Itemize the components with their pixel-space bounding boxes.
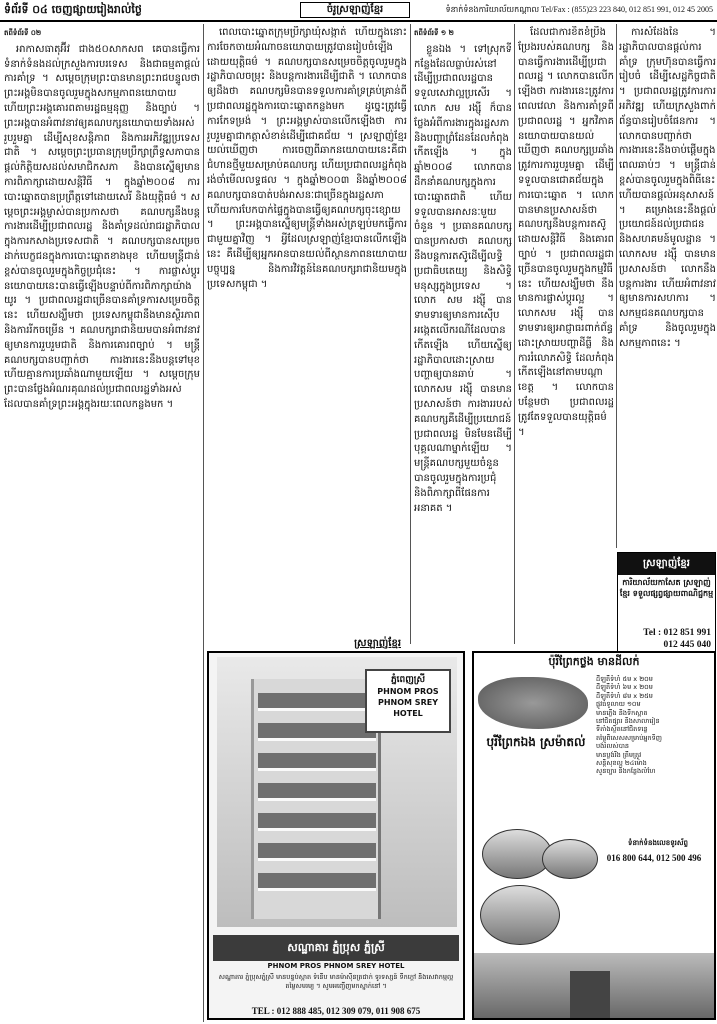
- article-column-1: [4, 26, 200, 1020]
- hotel-front-board-english: PHNOM PROS PHNOM SREY HOTEL: [267, 962, 405, 970]
- page-header: [0, 0, 717, 22]
- land-contact-label: ទំនាក់ទំនងលេខទូរស័ព្ទ: [628, 839, 688, 847]
- house-ad-banner: ស្រឡាញ់ខ្មែរ: [618, 553, 715, 575]
- article-body: អាកាសធាតុអ៊ីវ ជាង៥០សាកសព គេបានធ្វើការទំនាក់ទំនងដល់ក្រសួងការបរទេស និងជាធម្មតាផ្តល់ការគាំទ្រ ។ សម្តេចក្រុមព្រះបានមានព្រះរាជបន្ទូលថា ព្រះអង្គមិនបានចូលរួមក្នុងសកម្មភាពនយោបាយ ហើយព្រះអង្គគោរពតាមរដ្ឋធម្មនុញ្ញ និងច្បាប់ ។ ព្រះអង្គបានអំពាវនាវឲ្យគណបក្សនយោបាយទាំងអស់រួបរួមគ្នា ដើម្បីសុខសន្តិភាព និងការអភិវឌ្ឍប្រទេសជាតិ ។ សម្តេចព្រះប្រធានក្រុមប្រឹក្សាព្រឹទ្ធសភាបានផ្តល់កិត្តិយសដល់សមាជិកសភា និងបានស្នើឲ្យមានការពិភាក្សាដោយសន្តិវិធី ។ ក្នុងឆ្នាំ២០០៨ ការបោះឆ្នោតបានប្រព្រឹត្តទៅដោយសេរី និងយុត្តិធម៌ ។ សម្តេចព្រះអង្គម្ចាស់បានប្រកាសថា គណបក្សនឹងបន្តការងារដើម្បីប្រជាពលរដ្ឋ និងគាំទ្រដល់រាជរដ្ឋាភិបាលក្នុងការកសាងប្រទេសជាតិ ។ គណបក្សបានសម្រេចដាក់បេក្ខជនក្នុងការបោះឆ្នោតខាងមុខ ហើយមន្ត្រីជាន់ខ្ពស់បានចូលរួមក្នុងកិច្ចប្រជុំនេះ ។ ការផ្លាស់ប្តូរនយោបាយនេះបានធ្វើឡើងបន្ទាប់ពីការពិភាក្សាយ៉ាងយូរ ។ ប្រជាពលរដ្ឋជាច្រើនបានគាំទ្រការសម្រេចចិត្តនេះ ហើយសង្ឃឹមថា ប្រទេសកម្ពុជានឹងមានស្ថិរភាព និងការរីកចម្រើន ។ គណបក្សរាជានិយមបានអំពាវនាវឲ្យមានការរួបរួមជាតិ និងការគោរពច្បាប់ ។ មន្ត្រីគណបក្សបានបញ្ជាក់ថា ការងារនេះនឹងបន្តទៅមុខ ហើយគ្មានការប្រឆាំងណាមួយឡើយ ។ សម្តេចក្រុមព្រះបានថ្លែងអំណរគុណដល់ប្រជាពលរដ្ឋទាំងអស់ ដែលបានគាំទ្រព្រះអង្គក្នុងរយៈពេលកន្លងមក ។: [4, 43, 200, 410]
- estate-gate-photo: [570, 971, 610, 1019]
- land-feature-item: ដីឡូតិ៍ទំហំ ៥ម x ២០ម: [596, 675, 653, 683]
- land-contact-phones: 016 800 644, 012 500 496: [606, 853, 702, 863]
- hotel-sign-khmer: ភ្នំពេញស្រី: [390, 675, 426, 685]
- land-feature-item: បង់រំលស់បាន: [596, 742, 630, 751]
- hotel-sign-line: HOTEL: [393, 709, 423, 718]
- article-body: ដែលជាការខិតខំប្រឹងប្រែងរបស់គណបក្ស និងបានធ្វើការងារដើម្បីប្រជាពលរដ្ឋ ។ លោកបានលើកឡើងថា ការងារនេះត្រូវការពេលវេលា និងការគាំទ្រពីប្រជាពលរដ្ឋ ។ អ្នកវិភាគនយោបាយបានយល់ឃើញថា គណបក្សប្រឆាំងត្រូវការការរួបរួមគ្នា ដើម្បីទទួលបានជោគជ័យក្នុងការបោះឆ្នោត ។ លោកបានមានប្រសាសន៍ថា គណបក្សនឹងបន្តការតស៊ូដោយសន្តិវិធី និងគោរពច្បាប់ ។ ប្រជាពលរដ្ឋជាច្រើនបានចូលរួមក្នុងកម្មវិធីនេះ ហើយសង្ឃឹមថា នឹងមានការផ្លាស់ប្តូរល្អ ។ លោកសម រង្ស៊ី បានទាមទារឲ្យអាជ្ញាធរពាក់ព័ន្ធដោះស្រាយបញ្ហាដីធ្លី និងការរំលោភសិទ្ធិ ដែលកំពុងកើតឡើងនៅតាមបណ្តាខេត្ត ។ លោកបានបន្ថែមថា ប្រជាពលរដ្ឋត្រូវតែទទួលបានយុត្តិធម៌ ។: [518, 27, 614, 438]
- continued-from-label: តពីទំព័រទី ១ ២: [414, 29, 454, 37]
- land-ad-subtitle: បុរីព្រែកឯង ស្រម៉ាតល់: [486, 735, 586, 749]
- house-photo-circle: [542, 839, 598, 879]
- header-contact: ទំនាក់ទំនងការិយាល័យកណ្តាល Tel/Fax : (855)23 223 840, 012 851 991, 012 45 2005: [445, 5, 713, 14]
- hotel-front-board: សណ្ឋាគារ ភ្នំប្រុស ភ្នំស្រី: [213, 935, 459, 961]
- article-body: ខ្លួនឯង ។ ទៅស្រុកទីកន្លែងដែលធ្លាប់រស់នៅ ដើម្បីប្រជាពលរដ្ឋបានទទួលសេវាល្អប្រសើរ ។ លោក សម រង្ស៊ី ក៏បានថ្លែងអំពីការងារក្នុងរដ្ឋសភា និងបញ្ហាព្រំដែនដែលកំពុងកើតឡើង ។ ក្នុងឆ្នាំ២០០៨ លោកបានដឹកនាំគណបក្សក្នុងការបោះឆ្នោតជាតិ ហើយទទួលបានអាសនៈមួយចំនួន ។ ប្រធានគណបក្សបានប្រកាសថា គណបក្សនឹងបន្តការតស៊ូដើម្បីលទ្ធិប្រជាធិបតេយ្យ និងសិទ្ធិមនុស្សក្នុងប្រទេស ។ លោក សម រង្ស៊ី បានទាមទារឲ្យមានការស៊ើបអង្កេតលើករណីដែលបានកើតឡើង ហើយស្នើឲ្យរដ្ឋាភិបាលដោះស្រាយបញ្ហាឲ្យបានឆាប់ ។ លោកសម រង្ស៊ី បានមានប្រសាសន៍ថា ការងាររបស់គណបក្សគឺដើម្បីប្រយោជន៍ប្រជាពលរដ្ឋ មិនមែនដើម្បីបុគ្គលណាម្នាក់ឡើយ ។ មន្ត្រីគណបក្សមួយចំនួនបានចូលរួមក្នុងការប្រជុំ និងពិភាក្សាពីផែនការអនាគត ។: [414, 43, 512, 514]
- hotel-sign-line: PHNOM PROS: [377, 687, 439, 696]
- article-column-3: [414, 26, 512, 646]
- land-feature-item: ដីឡូតិ៍ទំហំ ៦ម x ២០ម: [596, 683, 653, 692]
- masthead-logo: ចំរូស្រឡាញ់ខ្មែរ: [300, 2, 410, 18]
- column-divider: [616, 24, 617, 548]
- article-body: ការសំដែងនៃ ។ រដ្ឋាភិបាលបានផ្តល់ការគាំទ្រ ក្រុមហ៊ុនបានធ្វើការរៀបចំ ដើម្បីសេដ្ឋកិច្ចជាតិ ។ ប្រជាពលរដ្ឋត្រូវការការអភិវឌ្ឍ ហើយក្រសួងពាក់ព័ន្ធបានរៀបចំផែនការ ។ លោកបានបញ្ជាក់ថា ការងារនេះនឹងចាប់ផ្តើមក្នុងពេលឆាប់ៗ ។ មន្ត្រីជាន់ខ្ពស់បានចូលរួមក្នុងពិធីនេះ ហើយបានផ្តល់អនុសាសន៍ ។ គម្រោងនេះនឹងផ្តល់ប្រយោជន៍ដល់ប្រជាជន និងសហគមន៍មូលដ្ឋាន ។ លោកសម រង្ស៊ី បានមានប្រសាសន៍ថា លោកនឹងបន្តការងារ ហើយអំពាវនាវឲ្យមានការសហការ ។ សកម្មជនគណបក្សបានគាំទ្រ និងចូលរួមក្នុងសកម្មភាពនេះ ។: [619, 27, 716, 349]
- continued-from-label: តពីទំព័រទី ០២: [4, 29, 42, 37]
- house-photo-circle: [480, 885, 560, 945]
- article-column-4: [518, 26, 614, 646]
- article-column-5: [619, 26, 716, 548]
- land-ad-title: ប៉ុរីព្រែកថ្លង មានដីលក់: [548, 655, 640, 668]
- house-ad-phone: 012 445 040: [663, 640, 711, 650]
- land-feature-item: មានប្លង់រឹង ត្រឹមត្រូវ: [596, 750, 642, 759]
- hotel-phone: TEL : 012 888 485, 012 309 079, 011 908 675: [251, 1006, 421, 1016]
- hotel-rooftop-sign: [365, 669, 451, 733]
- land-feature-item: ទីតាំងស្ថិតនៅជិតទន្លេ: [596, 725, 648, 734]
- house-ad-phone: Tel : 012 851 991: [643, 628, 711, 638]
- land-feature-item: ដីឡូតិ៍ទំហំ ៨ម x ២៥ម: [596, 691, 653, 700]
- land-feature-item: ផ្លូវធំទូលាយ ១០ម: [596, 700, 641, 709]
- article-body: ពេលបោះឆ្នោតក្រុមប្រឹក្សាឃុំសង្កាត់ ហើយក្នុងនោះការចែកចាយអំណាចនយោបាយត្រូវបានរៀបចំឡើងដោយយុត្តិធម៌ ។ គណបក្សបានសម្រេចចិត្តចូលរួមក្នុងរដ្ឋាភិបាលចម្រុះ និងបន្តការងារដើម្បីជាតិ ។ លោកបានឲ្យដឹងថា គណបក្សមិនបានទទួលការគាំទ្រគ្រប់គ្រាន់ពីប្រជាពលរដ្ឋក្នុងការបោះឆ្នោតកន្លងមក ដូច្នេះត្រូវធ្វើការកែទម្រង់ ។ ព្រះអង្គម្ចាស់បានលើកឡើងថា ការរួបរួមគ្នាជាកត្តាសំខាន់ដើម្បីជោគជ័យ ។ ស្រឡាញ់ខ្មែរយល់ឃើញថា ការចេញពីឆាកនយោបាយនេះគឺជាជំហានថ្មីមួយសម្រាប់គណបក្ស ហើយប្រជាពលរដ្ឋកំពុងរង់ចាំមើលលទ្ធផល ។ ក្នុងឆ្នាំ២០០៣ និងឆ្នាំ២០០៨ គណបក្សបានបាត់បង់អាសនៈជាច្រើនក្នុងរដ្ឋសភា ហើយការបែកបាក់ផ្ទៃក្នុងបានធ្វើឲ្យគណបក្សចុះខ្សោយ ។ ព្រះអង្គបានស្នើឲ្យមន្ត្រីទាំងអស់ត្រឡប់មកធ្វើការជាមួយគ្នាវិញ ។ អ្វីដែលស្រឡាញ់ខ្មែរបានលើកឡើងនេះ គឺដើម្បីឲ្យអ្នកអានបានយល់ពីស្ថានភាពនយោបាយបច្ចុប្បន្ន និងការវិវត្តន៍នៃគណបក្សរាជានិយមក្នុងប្រទេសកម្ពុជា ។: [207, 27, 407, 290]
- land-feature-item: នៅជិតផ្សារ និងសាលារៀន: [596, 717, 660, 726]
- land-sale-advertisement: [472, 651, 716, 1020]
- land-feature-item: សន្តិសុខល្អ ២៤ម៉ោង: [596, 759, 647, 768]
- hotel-tower-shape: [251, 679, 381, 919]
- column-divider: [514, 24, 515, 644]
- land-feature-item: មានភ្លើង និងទឹកស្អាត: [596, 708, 648, 717]
- page-label: ទំព័រទី ០៤ ចេញផ្សាយរៀងរាល់ថ្ងៃ: [4, 3, 142, 16]
- land-feature-item: តម្លៃពិសេសសម្រាប់អ្នកទិញ: [596, 733, 662, 742]
- hotel-advertisement: [207, 651, 465, 1020]
- article-column-2: [207, 26, 407, 650]
- column-divider: [203, 24, 204, 1022]
- hotel-sign-line: PHNOM SREY: [378, 698, 438, 707]
- hotel-building-photo: [217, 657, 457, 927]
- land-feature-item: សួនច្បារ និងកន្លែងលំហែ: [596, 767, 656, 776]
- house-ad-text: ការិយាល័យកាសែត ស្រឡាញ់ខ្មែរ ទទួលផ្សព្វផ្សាយពាណិជ្ជកម្ម: [619, 578, 714, 598]
- land-features-list: [596, 675, 712, 825]
- author-signature: ស្រឡាញ់ខ្មែរ: [354, 638, 401, 650]
- land-site-photo: [478, 677, 588, 729]
- hotel-description: សណ្ឋាគារ ភ្នំប្រុសភ្នំស្រី មានបន្ទប់ស្អាត ទំនើប មានម៉ាស៊ីនត្រជាក់ ទូរទស្សន៍ ទឹកក្តៅ និងសេវាកម្មល្អ តម្លៃសមរម្យ ។ សូមអញ្ជើញមកស្នាក់នៅ ។: [218, 973, 454, 990]
- column-divider: [410, 24, 411, 644]
- house-photo-circle: [482, 829, 552, 879]
